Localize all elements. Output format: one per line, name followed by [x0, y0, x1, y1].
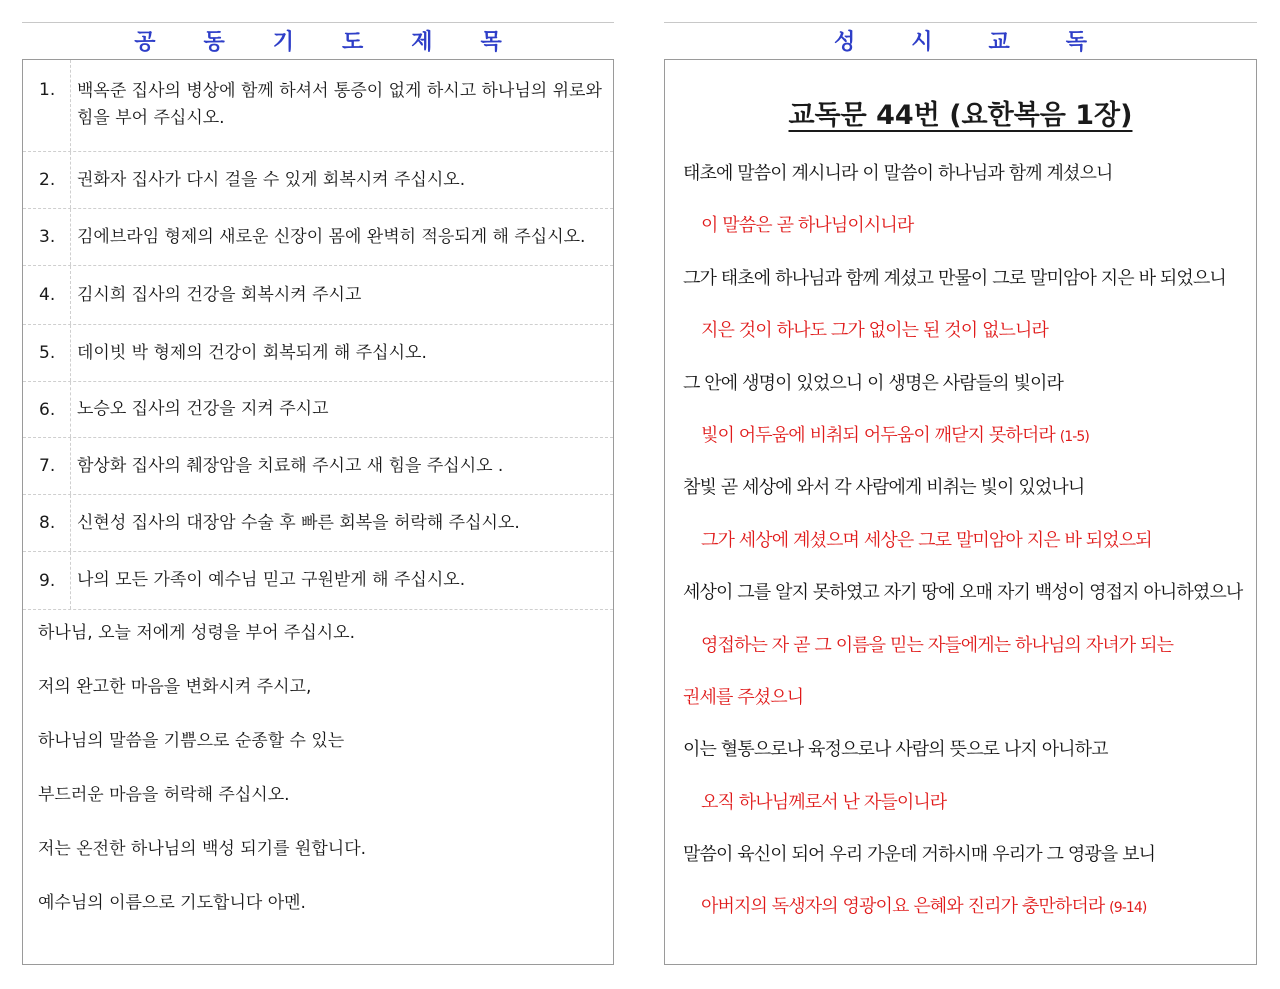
- prayer-item-number: 5.: [23, 325, 71, 381]
- leader-line: [683, 724, 1250, 776]
- leader-line: [683, 462, 1250, 514]
- prayer-item-text: 신현성 집사의 대장암 수술 후 빠른 회복을 허락해 주십시오.: [77, 512, 520, 533]
- heading-char: 독: [1065, 29, 1088, 55]
- closing-line: 저는 온전한 하나님의 백성 되기를 원합니다.: [38, 839, 367, 859]
- prayer-box: [22, 59, 614, 965]
- line-text: 태초에 말씀이 계시니라 이 말씀이 하나님과 함께 계셨으니: [683, 163, 1113, 184]
- heading-char: 제: [411, 29, 433, 55]
- prayer-item-number: 9.: [23, 552, 71, 609]
- line-text: 말씀이 육신이 되어 우리 가운데 거하시매 우리가 그 영광을 보니: [683, 844, 1156, 866]
- heading-rule: [664, 22, 1257, 23]
- prayer-item: [23, 266, 613, 325]
- response-line: [683, 410, 1250, 462]
- line-text: 빛이 어두움에 비취되 어두움이 깨닫지 못하더라: [701, 424, 1055, 446]
- prayer-item: [23, 382, 613, 438]
- verse-reference: (1-5): [1059, 428, 1089, 445]
- response-line: [683, 305, 1250, 357]
- prayer-item: [23, 209, 613, 266]
- prayer-item-text: 노승오 집사의 건강을 지켜 주시고: [77, 399, 329, 419]
- closing-line: 하나님, 오늘 저에게 성령을 부어 주십시오.: [38, 623, 356, 643]
- prayer-item: [23, 495, 613, 552]
- heading-char: 공: [134, 29, 156, 55]
- heading-char: 도: [342, 29, 364, 55]
- line-text: 그가 세상에 계셨으며 세상은 그로 말미암아 지은 바 되었으되: [701, 529, 1152, 551]
- prayer-item: [23, 552, 613, 610]
- leader-line: [683, 829, 1250, 881]
- reading-heading: [664, 25, 1257, 55]
- line-text: 영접하는 자 곧 그 이름을 믿는 자들에게는 하나님의 자녀가 되는: [701, 634, 1174, 656]
- prayer-list: [23, 60, 613, 610]
- prayer-item-number: 2.: [23, 152, 71, 208]
- prayer-item-text: 권화자 집사가 다시 걸을 수 있게 회복시켜 주십시오.: [77, 169, 466, 190]
- heading-char: 성: [833, 29, 856, 55]
- prayer-item-number: 8.: [23, 495, 71, 551]
- heading-char: 동: [203, 29, 225, 55]
- line-text: 그 안에 생명이 있었으니 이 생명은 사람들의 빛이라: [683, 372, 1063, 394]
- response-line: [683, 515, 1250, 567]
- line-text: 참빛 곧 세상에 와서 각 사람에게 비취는 빛이 있었나니: [683, 477, 1085, 499]
- prayer-item-text: 백옥준 집사의 병상에 함께 하셔서 통증이 없게 하시고 하나님의 위로와 힘을 부어 주십시오.: [77, 81, 602, 128]
- response-line: [683, 620, 1250, 672]
- reading-title: [665, 93, 1256, 132]
- heading-char: 기: [272, 29, 294, 55]
- prayer-item-number: 4.: [23, 266, 71, 324]
- heading-char: 목: [480, 29, 502, 55]
- response-line: [683, 777, 1250, 829]
- leader-line: [683, 253, 1250, 305]
- heading-rule: [22, 22, 614, 23]
- response-line: [683, 200, 1250, 252]
- prayer-item-text: 김에브라임 형제의 새로운 신장이 몸에 완벽히 적응되게 해 주십시오.: [77, 226, 586, 247]
- heading-char: 교: [988, 29, 1010, 55]
- reading-lines: [683, 148, 1250, 934]
- prayer-item: [23, 438, 613, 495]
- closing-prayer: [23, 606, 613, 930]
- closing-line: 저의 완고한 마음을 변화시켜 주시고,: [38, 677, 312, 697]
- prayer-item-text: 나의 모든 가족이 예수님 믿고 구원받게 해 주십시오.: [77, 570, 466, 590]
- prayer-item-number: 3.: [23, 209, 71, 265]
- reading-title-text: 교독문 44번 (요한복음 1장): [788, 100, 1133, 131]
- line-text: 이는 혈통으로나 육정으로나 사람의 뜻으로 나지 아니하고: [683, 739, 1108, 761]
- closing-line: 부드러운 마음을 허락해 주십시오.: [38, 785, 290, 805]
- prayer-item-number: 7.: [23, 438, 71, 494]
- line-text: 아버지의 독생자의 영광이요 은혜와 진리가 충만하더라: [701, 896, 1105, 918]
- prayer-item: [23, 152, 613, 209]
- prayer-item-number: 6.: [23, 382, 71, 437]
- prayer-item-text: 김시희 집사의 건강을 회복시켜 주시고: [77, 284, 362, 305]
- prayer-item-text: 함상화 집사의 췌장암을 치료해 주시고 새 힘을 주십시오 .: [77, 455, 504, 476]
- leader-line: [683, 148, 1250, 200]
- line-text: 세상이 그를 알지 못하였고 자기 땅에 오매 자기 백성이 영접지 아니하였으나: [683, 582, 1243, 604]
- line-text: 이 말씀은 곧 하나님이시니라: [701, 215, 914, 237]
- leader-line: [683, 567, 1250, 619]
- reading-box: [664, 59, 1257, 965]
- closing-line: 하나님의 말씀을 기쁨으로 순종할 수 있는: [38, 731, 345, 751]
- prayer-item-number: 1.: [23, 60, 71, 151]
- line-text: 지은 것이 하나도 그가 없이는 된 것이 없느니라: [701, 320, 1049, 342]
- line-text: 오직 하나님께로서 난 자들이니라: [701, 791, 947, 813]
- leader-line: [683, 358, 1250, 410]
- response-line: [683, 672, 1250, 724]
- verse-reference: (9-14): [1109, 900, 1147, 917]
- heading-char: 시: [911, 29, 933, 55]
- prayer-item: [23, 60, 613, 152]
- prayer-heading: [22, 25, 614, 55]
- prayer-item-text: 데이빗 박 형제의 건강이 회복되게 해 주십시오.: [77, 342, 427, 363]
- line-text: 그가 태초에 하나님과 함께 계셨고 만물이 그로 말미암아 지은 바 되었으니: [683, 267, 1226, 289]
- closing-line: 예수님의 이름으로 기도합니다 아멘.: [38, 893, 306, 913]
- response-line: [683, 881, 1250, 933]
- prayer-item: [23, 325, 613, 382]
- line-text: 권세를 주셨으니: [683, 686, 804, 708]
